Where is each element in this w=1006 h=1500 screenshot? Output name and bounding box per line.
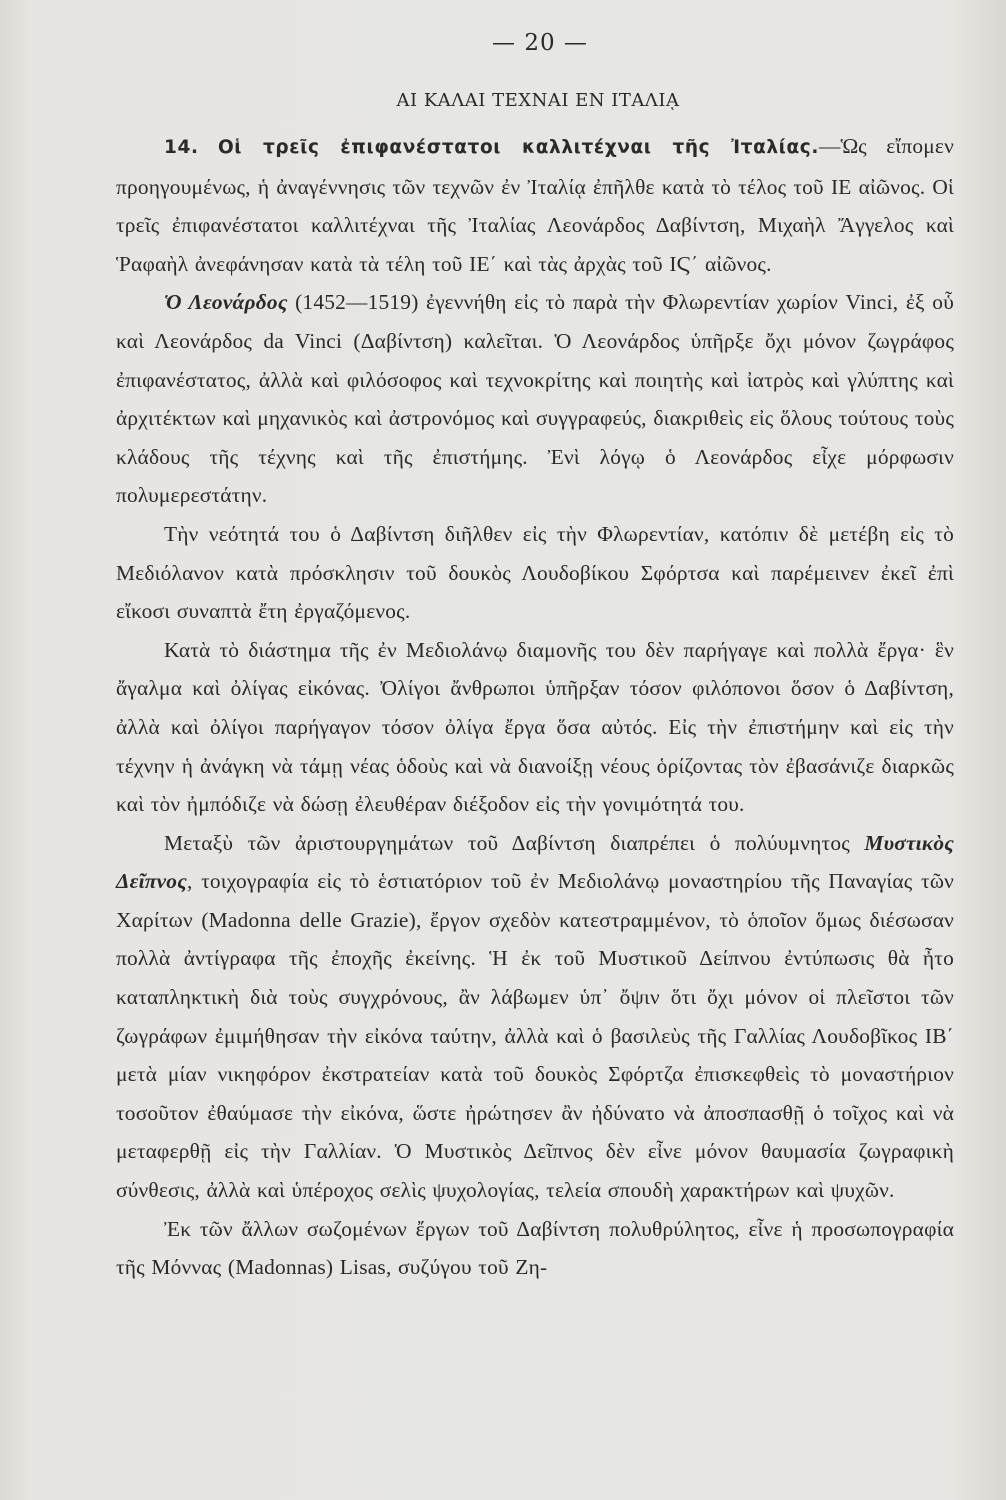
- paragraph-last-supper: [116, 824, 954, 1210]
- paragraph-mona-lisa: Ἐκ τῶν ἄλλων σωζομένων ἔργων τοῦ Δαβίντση πολυθρύλητος, εἶνε ἡ προσωπογραφία τῆς Μόννας (Madonnas) Lisas, συζύγου τοῦ Ζη-: [116, 1216, 954, 1280]
- section-14-paragraph: [116, 127, 954, 283]
- paragraph-leonardo: [116, 283, 954, 515]
- section-number: 14.: [164, 137, 199, 158]
- paragraph-text-pre: Μεταξὺ τῶν ἀριστουργημάτων τοῦ Δαβίντση διαπρέπει ὁ πολύυμνητος: [164, 830, 865, 855]
- paragraph-youth: Τὴν νεότητά του ὁ Δαβίντση διῆλθεν εἰς τὴν Φλωρεντίαν, κατόπιν δὲ μετέβη εἰς τὸ Μεδιόλανον κατὰ πρόσκλησιν τοῦ δουκὸς Λουδοβίκου Σφόρτσα καὶ παρέμεινεν ἐκεῖ ἐπὶ εἴκοσι συναπτὰ ἔτη ἐργαζόμενος.: [116, 521, 954, 624]
- paragraph-milan: Κατὰ τὸ διάστημα τῆς ἐν Μεδιολάνῳ διαμονῆς του δὲν παρήγαγε καὶ πολλὰ ἔργα· ἓν ἄγαλμα καὶ ὀλίγας εἰκόνας. Ὀλίγοι ἄνθρωποι ὑπῆρξαν τόσον φιλόπονοι ὅσον ὁ Δαβίντση, ἀλλὰ καὶ ὀλίγοι παρήγαγον τόσον ὀλίγα ἔργα ὅσα αὐτός. Εἰς τὴν ἐπιστήμην καὶ εἰς τὴν τέχνην ἡ ἀνάγκη νὰ τάμῃ νέας ὁδοὺς καὶ νὰ διανοίξῃ νέους ὁρίζοντας τὸν ἐβασάνιζε διαρκῶς καὶ τὸν ἠμπόδιζε νὰ δώσῃ ἐλευθέραν διέξοδον εἰς τὴν γονιμότητά του.: [116, 637, 954, 817]
- paragraph-text: , τοιχογραφία εἰς τὸ ἑστιατόριον τοῦ ἐν Μεδιολάνῳ μοναστηρίου τῆς Παναγίας τῶν Χαρίτων (Madonna delle Grazie), ἔργον σχεδὸν κατεστραμμένον, τὸ ὁποῖον ὅμως διέσωσαν πολλὰ ἀντίγραφα τῆς ἐποχῆς ἐκείνης. Ἡ ἐκ τοῦ Μυστικοῦ Δείπνου ἐντύπωσις θὰ ἦτο καταπληκτικὴ διὰ τοὺς συγχρόνους, ἂν λάβωμεν ὑπ᾽ ὄψιν ὅτι ὄχι μόνον οἱ πλεῖστοι τῶν ζωγράφων ἐμιμήθησαν τὴν εἰκόνα ταύτην, ἀλλὰ καὶ ὁ βασιλεὺς τῆς Γαλλίας Λουδοβῖκος ΙΒ΄ μετὰ μίαν νικηφόρον ἐκστρατείαν κατὰ τοῦ δουκὸς Σφόρτζα ἐπισκεφθεὶς τὸ μοναστήριον τοσοῦτον ἐθαύμασε τὴν εἰκόνα, ὥστε ἠρώτησεν ἂν ἠδύνατο νὰ ἀποσπασθῇ ὁ τοῖχος καὶ νὰ μεταφερθῇ εἰς τὴν Γαλλίαν. Ὁ Μυστικὸς Δεῖπνος δὲν εἶνε μόνον θαυμασία ζωγραφικὴ σύνθεσις, ἀλλὰ καὶ ὑπέροχος σελὶς ψυχολογίας, τελεία σπουδὴ χαρακτήρων καὶ ψυχῶν.: [116, 869, 954, 1203]
- paragraph-text: (1452—1519) ἐγεννήθη εἰς τὸ παρὰ τὴν Φλωρεντίαν χωρίον Vinci, ἐξ οὗ καὶ Λεονάρδος da Vinci (Δαβίντση) καλεῖται. Ὁ Λεονάρδος ὑπῆρξε ὄχι μόνον ζωγράφος ἐπιφανέστατος, ἀλλὰ καὶ φιλόσοφος καὶ τεχνοκρίτης καὶ ποιητὴς καὶ ἰατρὸς καὶ γλύπτης καὶ ἀρχιτέκτων καὶ μηχανικὸς καὶ ἀστρονόμος καὶ συγγραφεύς, διακριθεὶς εἰς ὅλους τούτους τοὺς κλάδους τῆς τέχνης καὶ τῆς ἐπιστήμης. Ἐνὶ λόγῳ ὁ Λεονάρδος εἶχε μόρφωσιν πολυμερεστάτην.: [116, 290, 954, 508]
- artwork-title: Μυστικὸς Δεῖπνος: [116, 830, 954, 894]
- page-number: — 20 —: [492, 30, 588, 56]
- section-title: Οἱ τρεῖς ἐπιφανέστατοι καλλιτέχναι τῆς Ἰταλίας.: [217, 137, 819, 158]
- paragraph-lead-name: Ὁ Λεονάρδος: [164, 290, 288, 315]
- section-intro-text: —Ὡς εἴπομεν προηγουμένως, ἡ ἀναγέννησις τῶν τεχνῶν ἐν Ἰταλίᾳ ἐπῆλθε κατὰ τὸ τέλος τοῦ ΙΕ αἰῶνος. Οἱ τρεῖς ἐπιφανέστατοι καλλιτέχναι τῆς Ἰταλίας Λεονάρδος Δαβίντση, Μιχαὴλ Ἄγγελος καὶ Ῥαφαὴλ ἀνεφάνησαν κατὰ τὰ τέλη τοῦ ΙΕ΄ καὶ τὰς ἀρχὰς τοῦ ΙϚ΄ αἰῶνος.: [116, 134, 954, 276]
- running-head: ΑΙ ΚΑΛΑΙ ΤΕΧΝΑΙ ΕΝ ΙΤΑΛΙᾼ: [396, 90, 680, 111]
